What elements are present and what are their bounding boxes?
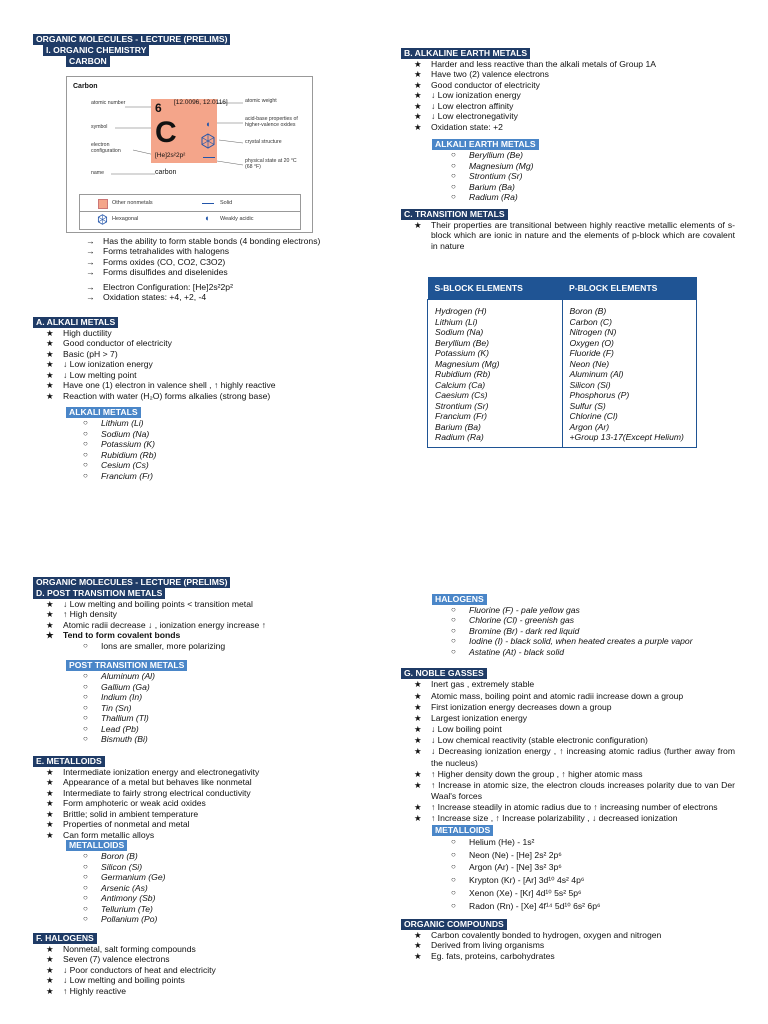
list-item: ○ Bismuth (Bi) [45, 734, 266, 744]
transition-points [409, 220, 735, 251]
list-item: ○ Iodine (I) - black solid, when heated creates a purple vapor [413, 636, 735, 646]
list-item: ★ Properties of nonmetal and metal [41, 819, 266, 829]
list-item: ★ Atomic radii decrease ↓ , ionization energy increase ↑ [41, 620, 266, 630]
list-item: ★ Good conductor of electricity [41, 338, 276, 348]
list-item: ★ ↑ Higher density down the group , ↑ higher atomic mass [409, 769, 735, 780]
list-item: ★ Reaction with water (H₂O) forms alkalies (strong base) [41, 391, 276, 401]
list-item: ★ ↓ Low melting and boiling points [41, 975, 266, 985]
list-item: ○ Thallium (Tl) [45, 713, 266, 723]
list-item: ★ ↑ Increase in atomic size, the electron clouds increases polarity due to van Der Waal's forces [409, 780, 735, 802]
list-item: ★ ↓ Low electron affinity [409, 101, 735, 111]
list-item: ★ Basic (pH > 7) [41, 349, 276, 359]
list-item: ★ Inert gas , extremely stable [409, 679, 735, 690]
table-header-s-block: S-BLOCK ELEMENTS [428, 277, 563, 300]
section-heading-post-transition: D. POST TRANSITION METALS [33, 588, 165, 599]
page-title: ORGANIC MOLECULES - LECTURE (PRELIMS) [33, 577, 230, 588]
list-item: ○ Silicon (Si) [45, 862, 266, 872]
subheading-alkali-metals: ALKALI METALS [66, 407, 141, 418]
list-item: ○ Tin (Sn) [45, 703, 266, 713]
s-block-cell: Hydrogen (H) Lithium (Li) Sodium (Na) Beryllium (Be) Potassium (K) Magnesium (Mg) Rubidium (Rb) Calcium (Ca) Caesium (Cs) Strontium (Sr) Francium (Fr) Barium (Ba) Radium (Ra) [428, 300, 563, 447]
list-item: ★ Harder and less reactive than the alkali metals of Group 1A [409, 59, 735, 69]
table-row [428, 300, 697, 447]
list-item: ★ Appearance of a metal but behaves like nonmetal [41, 777, 266, 787]
list-item: ○ Radon (Rn) - [Xe] 4f¹⁴ 5d¹⁰ 6s² 6p⁶ [413, 900, 735, 913]
nonmetal-swatch [98, 199, 108, 209]
list-item: ★ ↓ Low melting point [41, 370, 276, 380]
list-item: ★ Have one (1) electron in valence shell , ↑ highly reactive [41, 380, 276, 390]
list-item: ★ Tend to form covalent bonds [41, 630, 266, 640]
list-item: ○ Tellurium (Te) [45, 904, 266, 914]
atomic-number-label: atomic number [91, 100, 126, 106]
noble-gas-list [413, 836, 735, 913]
list-item: ○ Chlorine (Cl) - greenish gas [413, 615, 735, 625]
weakly-acidic-legend-icon: ◖ [204, 213, 210, 223]
crystal-structure-label: crystal structure [245, 139, 282, 145]
list-item: ★ ↑ Highly reactive [41, 986, 266, 996]
list-item: ★ High ductility [41, 328, 276, 338]
section-heading-noble-gasses: G. NOBLE GASSES [401, 668, 487, 679]
element-symbol: C [155, 116, 177, 149]
list-item: ○ Lead (Pb) [45, 724, 266, 734]
table-header-p-block: P-BLOCK ELEMENTS [562, 277, 697, 300]
list-item: ○ Astatine (At) - black solid [413, 647, 735, 657]
halogens-list [413, 605, 735, 657]
list-item: ○ Potassium (K) [45, 439, 276, 449]
element-name: carbon [155, 169, 177, 176]
list-item: ★ Have two (2) valence electrons [409, 69, 735, 79]
hexagonal-crystal-icon [200, 133, 216, 149]
subheading-post-transition: POST TRANSITION METALS [66, 660, 187, 671]
list-item: ★ Derived from living organisms [409, 940, 735, 950]
carbon-points-block [33, 236, 320, 303]
atomic-weight: [12.0096, 12.0116] [174, 99, 228, 106]
alkali-metals-block [33, 317, 276, 481]
list-item: → Forms oxides (CO, CO2, C3O2) [33, 257, 320, 267]
list-item: ○ Krypton (Kr) - [Ar] 3d¹⁰ 4s² 4p⁶ [413, 874, 735, 887]
list-item: ★ ↓ Poor conductors of heat and electricity [41, 965, 266, 975]
legend-weakly-acidic: Weakly acidic [220, 216, 254, 222]
page2-right-column [401, 594, 735, 961]
page2-left-column [33, 577, 266, 996]
card-legend [79, 194, 301, 230]
list-item: ★ Atomic mass, boiling point and atomic radii increase down a group [409, 691, 735, 702]
list-item: ○ Argon (Ar) - [Ne] 3s² 3p⁶ [413, 861, 735, 874]
list-item: ★ ↑ Increase size , ↑ Increase polarizability , ↓ decreased ionization [409, 813, 735, 824]
list-item: ○ Arsenic (As) [45, 883, 266, 893]
list-item: ○ Xenon (Xe) - [Kr] 4d¹⁰ 5s² 5p⁶ [413, 887, 735, 900]
list-item: ○ Barium (Ba) [413, 182, 735, 192]
weakly-acidic-icon: ◖ [205, 119, 211, 129]
list-item: ○ Pollanium (Po) [45, 914, 266, 924]
list-item: ★ ↓ Low ionization energy [41, 359, 276, 369]
list-item: → Forms disulfides and diselenides [33, 267, 320, 277]
list-item: ○ Gallium (Ga) [45, 682, 266, 692]
list-item: ★ ↑ High density [41, 609, 266, 619]
list-item: ★ Brittle; solid in ambient temperature [41, 809, 266, 819]
legend-solid: Solid [220, 200, 233, 206]
carbon-points [33, 236, 320, 303]
name-label: name [91, 170, 104, 176]
list-item: ★ ↓ Low melting and boiling points < transition metal [41, 599, 266, 609]
list-item: ★ Intermediate to fairly strong electrical conductivity [41, 788, 266, 798]
post-transition-list [45, 671, 266, 744]
alkali-metals-list [45, 418, 276, 481]
list-item: ★ Eg. fats, proteins, carbohydrates [409, 951, 735, 961]
list-item: ★ ↑ Increase steadily in atomic radius due to ↑ increasing number of electrons [409, 802, 735, 813]
symbol-label: symbol [91, 124, 108, 130]
atomic-weight-label: atomic weight [245, 98, 277, 104]
list-item: → Forms tetrahalides with halogens [33, 246, 320, 256]
list-item: ★ First ionization energy decreases down a group [409, 702, 735, 713]
list-item: ★ Seven (7) valence electrons [41, 954, 266, 964]
list-item: → Oxidation states: +4, +2, -4 [33, 292, 320, 302]
list-item: ○ Francium (Fr) [45, 471, 276, 481]
list-item: → Electron Configuration: [He]2s²2p² [33, 282, 320, 292]
atomic-number: 6 [155, 101, 162, 115]
carbon-element-card [66, 76, 313, 233]
list-item: ○ Bromine (Br) - dark red liquid [413, 626, 735, 636]
list-item: ★ Can form metallic alloys [41, 830, 266, 840]
section-heading-organic-compounds: ORGANIC COMPOUNDS [401, 919, 507, 930]
subheading-noble-metalloids: METALLOIDS [432, 825, 493, 836]
electron-config-label: electron configuration [91, 142, 121, 154]
alkaline-earth-list [413, 150, 735, 202]
organic-compounds-points [409, 930, 735, 961]
block-elements-table [427, 277, 697, 448]
solid-legend-icon [202, 203, 214, 204]
list-item: ○ Magnesium (Mg) [413, 161, 735, 171]
post-transition-points [41, 599, 266, 641]
legend-nonmetals: Other nonmetals [112, 200, 153, 206]
list-item: → Has the ability to form stable bonds (4 bonding electrons) [33, 236, 320, 246]
physical-state-label: physical state at 20 °C (68 °F) [245, 158, 297, 170]
hexagonal-legend-icon [97, 214, 108, 225]
list-item: ★ ↓ Low electronegativity [409, 111, 735, 121]
section-heading-carbon: CARBON [66, 56, 110, 67]
list-item: ★ Nonmetal, salt forming compounds [41, 944, 266, 954]
list-item: ○ Germanium (Ge) [45, 872, 266, 882]
section-heading-organic-chemistry: I. ORGANIC CHEMISTRY [43, 45, 149, 56]
section-heading-transition-metals: C. TRANSITION METALS [401, 209, 508, 220]
section-heading-metalloids: E. METALLOIDS [33, 756, 105, 767]
section-heading-halogens: F. HALOGENS [33, 933, 97, 944]
list-item: ○ Ions are smaller, more polarizing [45, 641, 266, 651]
list-item: ○ Lithium (Li) [45, 418, 276, 428]
post-transition-subpoints [45, 641, 266, 651]
section-heading-alkali-metals: A. ALKALI METALS [33, 317, 118, 328]
list-item: ○ Rubidium (Rb) [45, 450, 276, 460]
list-item: ○ Helium (He) - 1s² [413, 836, 735, 849]
p-block-cell: Boron (B) Carbon (C) Nitrogen (N) Oxygen (O) Fluoride (F) Neon (Ne) Aluminum (Al) Silicon (Si) Phosphorus (P) Sulfur (S) Chlorine (Cl) Argon (Ar) +Group 13-17(Except Helium) [562, 300, 697, 447]
list-item: ○ Antimony (Sb) [45, 893, 266, 903]
list-item: ★ Intermediate ionization energy and electronegativity [41, 767, 266, 777]
element-tile [151, 99, 217, 163]
list-item: ★ ↓ Low boiling point [409, 724, 735, 735]
list-item: ★ ↓ Low ionization energy [409, 90, 735, 100]
card-title: Carbon [73, 83, 98, 90]
list-item: ★ Good conductor of electricity [409, 80, 735, 90]
transition-description: ★ Their properties are transitional between highly reactive metallic elements of s-block which are ionic in nature and the elements of p-block which are covalent in nature [409, 220, 735, 251]
list-item: ★ Oxidation state: +2 [409, 122, 735, 132]
list-item: ○ Radium (Ra) [413, 192, 735, 202]
alkali-points [41, 328, 276, 401]
list-item: ★ ↓ Low chemical reactivity (stable electronic configuration) [409, 735, 735, 746]
list-item: ○ Cesium (Cs) [45, 460, 276, 470]
list-item: ○ Boron (B) [45, 851, 266, 861]
list-item: ★ Form amphoteric or weak acid oxides [41, 798, 266, 808]
subheading-metalloids: METALLOIDS [66, 840, 127, 851]
list-item: ○ Neon (Ne) - [He] 2s² 2p⁶ [413, 849, 735, 862]
page-title: ORGANIC MOLECULES - LECTURE (PRELIMS) [33, 34, 230, 45]
noble-points [409, 679, 735, 824]
page1-right-column [401, 48, 735, 251]
alkaline-points [409, 59, 735, 132]
list-item: ○ Sodium (Na) [45, 429, 276, 439]
list-item: ○ Indium (In) [45, 692, 266, 702]
element-config: [He]2s²2p² [155, 152, 186, 159]
solid-state-icon [203, 157, 215, 158]
list-item: ★ Largest ionization energy [409, 713, 735, 724]
halogens-points [41, 944, 266, 996]
metalloids-points [41, 767, 266, 840]
list-item: ★ Carbon covalently bonded to hydrogen, oxygen and nitrogen [409, 930, 735, 940]
list-item: ○ Aluminum (Al) [45, 671, 266, 681]
section-heading-alkaline-earth: B. ALKALINE EARTH METALS [401, 48, 530, 59]
legend-hexagonal: Hexagonal [112, 216, 139, 222]
subheading-halogens: HALOGENS [432, 594, 487, 605]
subheading-alkali-earth-metals: ALKALI EARTH METALS [432, 139, 539, 150]
acid-base-label: acid-base properties of higher-valence oxides [245, 116, 298, 128]
list-item: ★ ↓ Decreasing ionization energy , ↑ increasing atomic radius (further away from the nucleus) [409, 746, 735, 768]
metalloids-list [45, 851, 266, 924]
list-item: ○ Strontium (Sr) [413, 171, 735, 181]
list-item: ○ Beryllium (Be) [413, 150, 735, 160]
list-item: ○ Fluorine (F) - pale yellow gas [413, 605, 735, 615]
page1-left-column [33, 34, 230, 67]
